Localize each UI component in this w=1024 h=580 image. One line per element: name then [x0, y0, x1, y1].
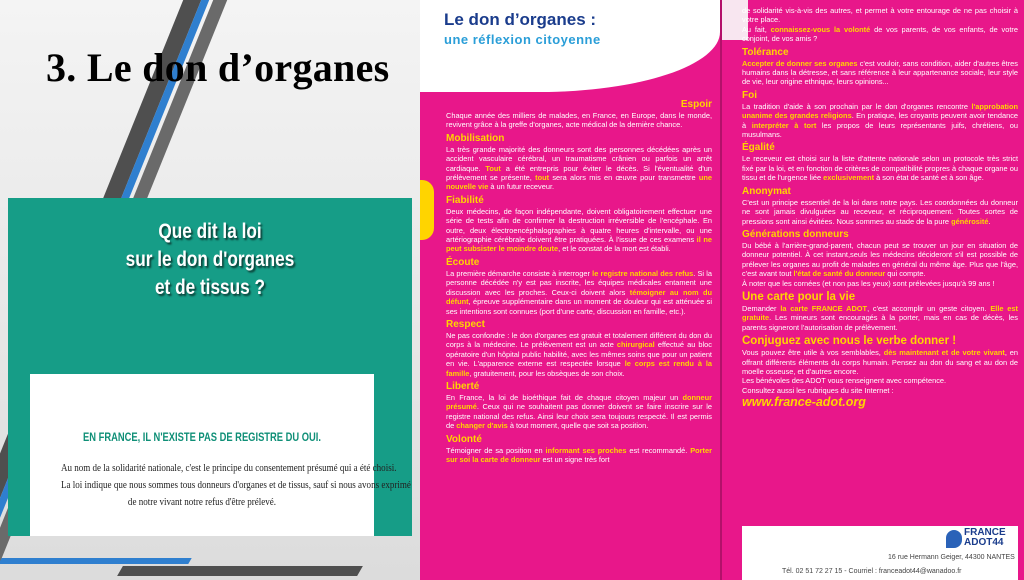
section-title-respect: Respect: [446, 318, 485, 330]
brochure-image: [420, 0, 1024, 580]
decorative-bottom-bar-blue: [0, 558, 192, 564]
law-info-panel: [8, 198, 412, 536]
brochure-title: Le don d’organes :: [444, 10, 597, 29]
registry-info-card: [30, 374, 411, 536]
website-link[interactable]: www.france-adot.org: [742, 395, 866, 410]
address-text: 16 rue Hermann Geiger, 44300 NANTES: [888, 554, 1015, 561]
section-text-espoir: Chaque année des milliers de malades, en France, en Europe, dans le monde, revivent grâce à la greffe d'organes, acte médical de la dernière chance.: [446, 111, 712, 130]
law-question-line: Que dit la loi: [158, 220, 262, 243]
section-text-anonymat: C'est un principe essentiel de la loi dans notre pays. Les coordonnées du donneur ne sont jamais divulguées au receveur, et réciproquement. Toutes sortes de pressions sont ainsi évitées. Nous sommes au stade de la pure générosité.: [742, 197, 1018, 226]
section-text-carte: Demander la carte FRANCE ADOT, c'est accomplir un geste citoyen. Elle est gratuite. Les mineurs sont encouragés à la porter, mais en cas de décès, les parents signeront l'autorisation de prélèvement.: [742, 303, 1018, 332]
contact-text: Tél. 02 51 72 27 15 - Courriel : franceadot44@wanadoo.fr: [782, 568, 962, 575]
section-text-respect: Ne pas confondre : le don d'organes est gratuit et totalement différent du don du corps à la médecine. Le prélèvement est un acte chirurgical effectué au bloc opératoire d'un hôpital public habilité, avec les mêmes soins que pour un patient en vie. L'apparence externe est respectée lorsque le corps est rendu à la famille, gratuitement, pour les obsèques de son choix.: [446, 330, 712, 378]
section-title-fiabilite: Fiabilité: [446, 194, 484, 206]
section-title-carte: Une carte pour la vie: [742, 290, 856, 303]
section-text-generations: Du bébé à l'arrière-grand-parent, chacun peut se trouver un jour en situation de donneur potentiel. À cet instant,seuls les médecins décideront s'il est possible de prélever les organes au profit de malades en général du même âge. Plus que l'âge, c'est avant tout l'état de santé du donneur qui compte.: [742, 240, 1018, 279]
law-question-line: et de tissus ?: [154, 276, 266, 299]
brochure-yellow-accent: [420, 180, 434, 240]
france-adot-logo: [946, 528, 1016, 552]
brochure-footer: [742, 526, 1018, 580]
section-text-generations-note: À noter que les cornées (et non pas les yeux) sont prélevées jusqu'à 99 ans !: [742, 278, 995, 288]
section-title-volonte: Volonté: [446, 433, 482, 445]
section-title-liberte: Liberté: [446, 380, 480, 392]
section-text-ecoute: La première démarche consiste à interroger le registre national des refus. Si la personne décédée n'y est pas inscrite, les équipes médicales entament une discussion avec les proches. Ceux-ci doivent alors témoigner au nom du défunt, épreuve supplémentaire dans un moment de douleur qui est atténuée si ses intentions sont connues (port d'une carte, discussion en famille, etc.).: [446, 268, 713, 316]
section-title-egalite: Égalité: [742, 142, 775, 154]
section-text-site: Consultez aussi les rubriques du site Internet :: [742, 385, 894, 395]
law-question-line: sur le don d'organes: [125, 248, 295, 271]
registry-line: La loi indique que nous sommes tous donneurs d'organes et de tissus, sauf si nous avons exprimé: [60, 479, 411, 491]
section-title-tolerance: Tolérance: [742, 46, 789, 58]
section-title-foi: Foi: [742, 89, 757, 101]
registry-line: Au nom de la solidarité nationale, c'est le principe du consentement présumé qui a été choisi.: [60, 462, 397, 474]
brochure-right-column: [742, 6, 1018, 408]
registry-heading: EN FRANCE, IL N'EXISTE PAS DE REGISTRE DU OUI.: [83, 430, 321, 444]
section-text-benevoles: Les bénévoles des ADOT vous renseignent avec compétence.: [742, 376, 947, 386]
section-text-fiabilite: Deux médecins, de façon indépendante, doivent obligatoirement effectuer une série de tests afin de confirmer la destruction irréversible de l'encéphale. En outre, deux électroencéphalographies à quatre heures d'intervalle, ou une artériographie cérébrale doivent être pratiquées. À l'issue de ces examens il ne peut subsister le moindre doute, et le constat de la mort est établi.: [446, 206, 712, 254]
section-text-egalite: Le receveur est choisi sur la liste d'attente nationale selon un protocole très strict fixé par la loi, et en fonction de critères de compatibilité propres à chaque organe ou tissu et de l'urgence liée exclusivement à son état de santé et à son âge.: [742, 154, 1018, 183]
slide-title: 3. Le don d’organes: [46, 45, 390, 90]
section-title-conjuguez: Conjuguez avec nous le verbe donner !: [742, 335, 957, 348]
heart-icon: [946, 530, 962, 548]
brochure-subtitle: une réflexion citoyenne: [444, 32, 601, 47]
section-text-liberte: En France, la loi de bioéthique fait de chaque citoyen majeur un donneur présumé. Ceux qui ne souhaitent pas donner doivent se faire inscrire sur le registre national des refus. Ainsi leur choix sera toujours respecté. Il est permis de changer d'avis à tout moment, quelle que soit sa position.: [446, 392, 712, 431]
decorative-bottom-bar-dark: [117, 566, 363, 576]
section-title-mobilisation: Mobilisation: [446, 132, 505, 144]
section-text-intro-question: Au fait, connaissez-vous la volonté de vos parents, de vos enfants, de votre conjoint, de vos amis ?: [742, 24, 1018, 44]
brochure-left-column: [446, 96, 712, 464]
law-question-heading: [44, 218, 375, 302]
section-text-intro: de solidarité vis-à-vis des autres, et permet à votre entourage de ne pas choisir à votre place.: [742, 6, 1018, 25]
section-title-ecoute: Écoute: [446, 256, 480, 268]
section-text-foi: La tradition d'aide à son prochain par le don d'organes rencontre l'approbation unanime des grandes religions. En pratique, les croyants peuvent avoir tendance à interpréter à tort les propos de leurs représentants juifs, chrétiens, ou musulmans.: [742, 101, 1018, 140]
brochure-fold-line: [720, 0, 722, 580]
section-text-conjuguez: Vous pouvez être utile à vos semblables, dès maintenant et de votre vivant, en offrant différents éléments du corps humain. Pensez au don du sang et au don de moelle osseuse, et d'autres encore.: [742, 348, 1018, 376]
section-title-generations: Générations donneurs: [742, 228, 849, 240]
section-title-espoir: Espoir: [680, 99, 712, 110]
section-text-volonte: Témoigner de sa position en informant ses proches est recommandé. Porter sur soi la carte de donneur est un signe très fort: [446, 445, 713, 464]
section-text-mobilisation: La très grande majorité des donneurs sont des personnes décédées après un accident vasculaire cérébral, un traumatisme crânien ou parfois un arrêt cardiaque. Tout a été entrepris pour éviter le décès. Si l'éventualité d'un prélèvement se présente, tout sera alors mis en œuvre pour transmettre une nouvelle vie à un futur receveur.: [446, 144, 713, 192]
logo-text: FRANCE ADOT44: [964, 527, 1006, 548]
section-title-anonymat: Anonymat: [742, 185, 791, 197]
registry-text: [30, 460, 411, 511]
section-text-tolerance: Accepter de donner ses organes c'est vouloir, sans condition, aider d'autres êtres humains dans la détresse, et sans référence à leur appartenance sociale, leur style de vie, leur origine ethnique, leurs opinions...: [742, 58, 1018, 87]
registry-line: de notre vivant notre refus d'être prélevé.: [127, 496, 277, 508]
